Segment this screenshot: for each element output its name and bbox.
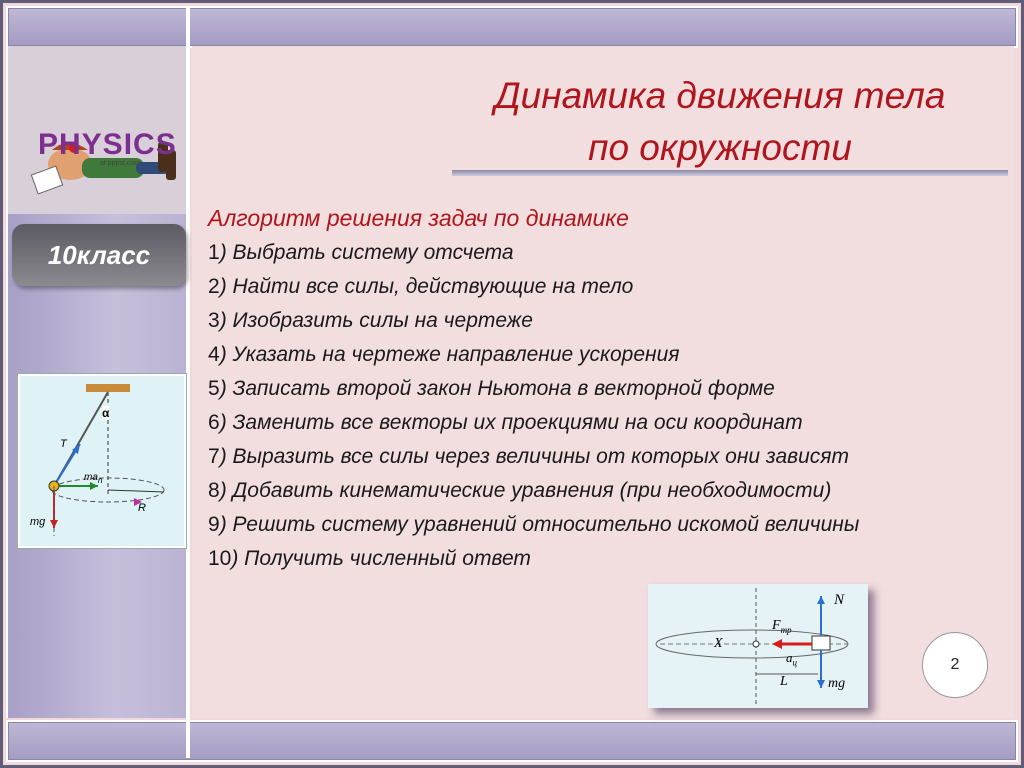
physics-logo (8, 46, 188, 214)
step-number: 4 (208, 343, 220, 366)
step-text: ) Найти все силы, действующие на тело (219, 275, 634, 298)
radius-label: R (138, 502, 146, 514)
step-item (208, 270, 1018, 304)
step-item (208, 542, 1018, 576)
top-bar (6, 6, 1018, 48)
step-number: 3 (208, 309, 220, 332)
step-text: ) Указать на чертеже направление ускорения (219, 343, 680, 366)
bottom-bar (6, 720, 1018, 762)
step-text: ) Выбрать систему отсчета (219, 241, 514, 264)
tension-label: T (60, 438, 67, 450)
step-item (208, 304, 1018, 338)
column-divider (186, 6, 190, 758)
step-item (208, 440, 1018, 474)
accel-text: a (786, 650, 793, 665)
gravity-label: mg (30, 516, 46, 528)
algorithm-heading: Алгоритм решения задач по динамике (208, 205, 629, 231)
step-number: 7 (208, 445, 220, 468)
title-underline (452, 170, 1008, 176)
centripetal-accel-label (786, 650, 797, 668)
step-text: ) Выразить все силы через величины от которых они зависят (219, 445, 849, 468)
step-item (208, 338, 1018, 372)
title-line-1: Динамика движения тела (494, 75, 946, 116)
step-number: 2 (208, 275, 220, 298)
friction-subscript: тр (780, 624, 792, 635)
alpha-label: α (102, 406, 110, 420)
accel-subscript: ц (792, 657, 797, 668)
friction-label (772, 618, 792, 635)
step-item (208, 474, 1018, 508)
page-number: 2 (922, 632, 988, 698)
gravity-label: mg (828, 676, 846, 691)
title-line-2: по окружности (588, 127, 852, 168)
x-axis-label: X (714, 636, 723, 651)
step-text: ) Добавить кинематические уравнения (при необходимости) (219, 479, 832, 502)
length-label: L (780, 674, 788, 689)
step-number: 8 (208, 479, 220, 502)
logo-text: PHYSICS (38, 128, 177, 161)
step-item (208, 236, 1018, 270)
step-item (208, 508, 1018, 542)
slide-title (440, 70, 1000, 174)
logo-subtext: at pppst.com (100, 160, 141, 167)
grade-badge (12, 224, 186, 286)
grade-label: 10класс (47, 240, 151, 270)
centripetal-label (84, 472, 103, 485)
conical-pendulum-figure (18, 374, 186, 548)
algorithm-text (208, 200, 1018, 576)
step-number: 9 (208, 513, 220, 536)
step-text: ) Записать второй закон Ньютона в векторной форме (219, 377, 775, 400)
step-item (208, 372, 1018, 406)
step-text: ) Заменить все векторы их проекциями на оси координат (219, 411, 803, 434)
accel-text: ma (84, 472, 98, 483)
step-number: 5 (208, 377, 220, 400)
step-text: ) Решить систему уравнений относительно искомой величины (219, 513, 860, 536)
step-text: ) Получить численный ответ (231, 547, 531, 570)
accel-subscript: n (97, 475, 103, 485)
step-text: ) Изобразить силы на чертеже (219, 309, 533, 332)
step-number: 6 (208, 411, 220, 434)
friction-turntable-figure (648, 584, 868, 708)
step-number: 10 (208, 547, 232, 570)
step-number: 1 (208, 241, 220, 264)
friction-text: F (772, 618, 781, 633)
step-item (208, 406, 1018, 440)
normal-force-label: N (834, 592, 845, 608)
